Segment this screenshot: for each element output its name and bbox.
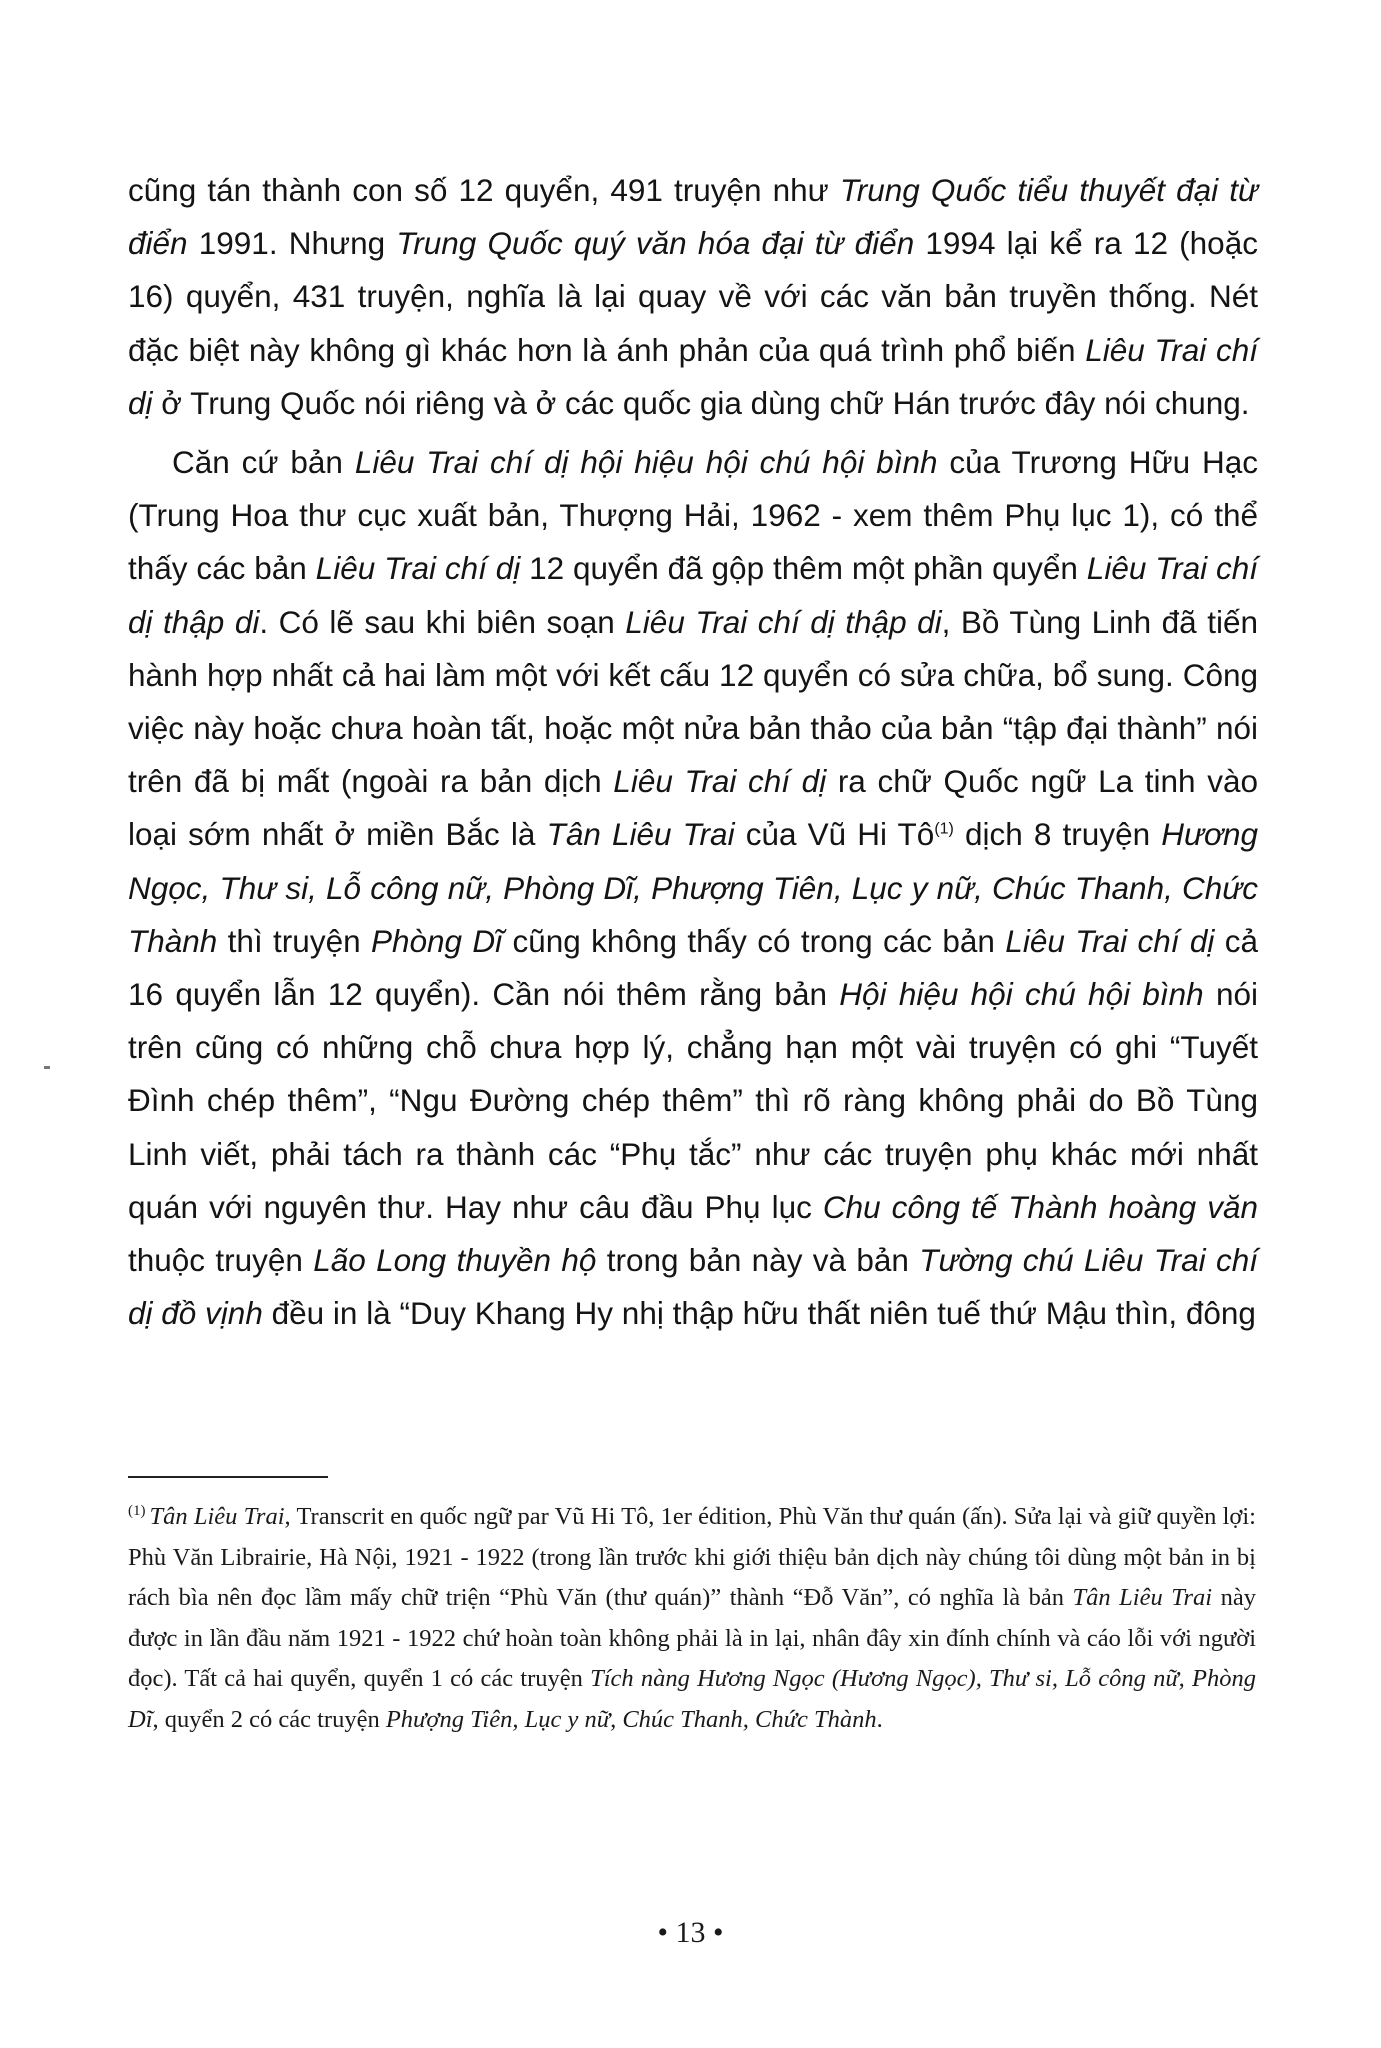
paragraph-2: [128, 436, 1258, 1340]
italic-title: Liêu Trai chí dị hội hiệu hội chú hội bình: [354, 444, 938, 481]
italic-title: Phòng Dĩ: [370, 922, 503, 959]
text-run: trong bản này và bản: [596, 1242, 920, 1279]
text-run: , quyển 2 có các truyện: [152, 1705, 386, 1733]
italic-title: Tân Liêu Trai: [546, 816, 735, 853]
italic-title: Hương Ngọc, Thư si, Lỗ công nữ, Phòng Dĩ, Phượng Tiên, Lục y nữ, Chúc Thanh, Chức Thành: [128, 816, 1259, 959]
text-run: Căn cứ bản: [172, 444, 355, 481]
italic-title: Chu công tế Thành hoàng văn: [822, 1188, 1258, 1225]
text-run: , Transcrit en quốc ngữ par Vũ Hi Tô, 1er édition, Phù Văn thư quán (ấn). Sửa lại và giữ quyền lợi: Phù Văn Librairie, Hà Nội, 1921 - 1922 (trong lần trước khi giới thiệu bản dịch này chúng tôi dùng một bản in bị rách bìa nên đọc lầm mấy chữ triện “Phù Văn (thư quán)” thành “Đỗ Văn”, có nghĩa là bản: [128, 1503, 1256, 1611]
scan-speck: [44, 1066, 50, 1069]
text-run: .: [876, 1705, 883, 1733]
text-run: cũng tán thành con số 12 quyển, 491 truyện như: [128, 172, 840, 208]
italic-title: Lão Long thuyền hộ: [313, 1242, 597, 1279]
italic-title: Tân Liêu Trai: [1072, 1584, 1213, 1611]
text-run: nói trên cũng có những chỗ chưa hợp lý, chẳng hạn một vài truyện có ghi “Tuyết Đình chép thêm”, “Ngu Đường chép thêm” thì rõ ràng không phải do Bồ Tùng Linh viết, phải tách ra thành các “Phụ tắc” như các truyện phụ khác mới nhất quán với nguyên thư. Hay như câu đầu Phụ lục: [128, 976, 1259, 1225]
text-run: ra chữ Quốc ngữ La tinh vào loại sớm nhất ở miền Bắc là: [128, 763, 1258, 853]
italic-title: Liêu Trai chí dị: [315, 550, 521, 587]
italic-title: Liêu Trai chí dị thập di: [625, 603, 942, 640]
italic-title: Liêu Trai chí dị: [1005, 922, 1215, 959]
paragraph-1: [128, 164, 1258, 430]
text-run: thì truyện: [217, 922, 371, 959]
text-run: này được in lần đầu năm 1921 - 1922 chứ hoàn toàn không phải là in lại, nhân đây xin đính chính và cáo lỗi với người đọc). Tất cả hai quyển, quyển 1 có các truyện: [128, 1584, 1256, 1692]
text-run: của Trương Hữu Hạc (Trung Hoa thư cục xuất bản, Thượng Hải, 1962 - xem thêm Phụ lục 1), có thể thấy các bản: [128, 444, 1258, 587]
italic-title: Liêu Trai chí dị: [613, 763, 827, 800]
text-run: 1991. Nhưng: [187, 225, 397, 262]
text-run: thuộc truyện: [128, 1242, 314, 1279]
italic-title: Tân Liêu Trai: [149, 1503, 285, 1530]
italic-title: Trung Quốc tiểu thuyết đại từ điển: [128, 172, 1258, 262]
main-text: [128, 164, 1258, 1340]
text-run: cũng không thấy có trong các bản: [502, 922, 1006, 959]
text-run: đều in là “Duy Khang Hy nhị thập hữu thất niên tuế thứ Mậu thìn, đông: [262, 1295, 1256, 1332]
text-run: 12 quyển đã gộp thêm một phần quyển: [520, 550, 1087, 587]
footnote-marker: (1): [128, 1502, 146, 1519]
footnote-reference: (1): [934, 820, 954, 838]
italic-title: Tích nàng Hương Ngọc (Hương Ngọc), Thư si, Lỗ công nữ, Phòng Dĩ: [128, 1665, 1256, 1733]
text-run: ở Trung Quốc nói riêng và ở các quốc gia dùng chữ Hán trước đây nói chung.: [152, 384, 1250, 421]
italic-title: Trung Quốc quý văn hóa đại từ điển: [396, 225, 915, 262]
text-run: dịch 8 truyện: [953, 816, 1162, 853]
footnote-text: [128, 1503, 1256, 1733]
italic-title: Liêu Trai chí dị thập di: [128, 550, 1258, 640]
text-run: cả 16 quyển lẫn 12 quyển). Cần nói thêm rằng bản: [128, 922, 1258, 1013]
footnote-1: [128, 1497, 1256, 1740]
italic-title: Phượng Tiên, Lục y nữ, Chúc Thanh, Chức Thành: [385, 1705, 877, 1733]
footnote: [128, 1497, 1256, 1740]
text-run: 1994 lại kể ra 12 (hoặc 16) quyển, 431 truyện, nghĩa là lại quay về với các văn bản truyền thống. Nét đặc biệt này không gì khác hơn là ánh phản của quá trình phổ biến: [128, 225, 1258, 368]
text-run: , Bồ Tùng Linh đã tiến hành hợp nhất cả hai làm một với kết cấu 12 quyển có sửa chữa, bổ sung. Công việc này hoặc chưa hoàn tất, hoặc một nửa bản thảo của bản “tập đại thành” nói trên đã bị mất (ngoài ra bản dịch: [128, 603, 1258, 800]
italic-title: Liêu Trai chí dị: [128, 331, 1258, 421]
italic-title: Hội hiệu hội chú hội bình: [839, 976, 1204, 1013]
italic-title: Tường chú Liêu Trai chí dị đồ vịnh: [128, 1242, 1258, 1332]
footnote-separator: [128, 1476, 328, 1478]
page-number: • 13 •: [657, 1916, 724, 1949]
text-run: . Có lẽ sau khi biên soạn: [259, 603, 626, 640]
text-run: của Vũ Hi Tô: [734, 816, 935, 853]
